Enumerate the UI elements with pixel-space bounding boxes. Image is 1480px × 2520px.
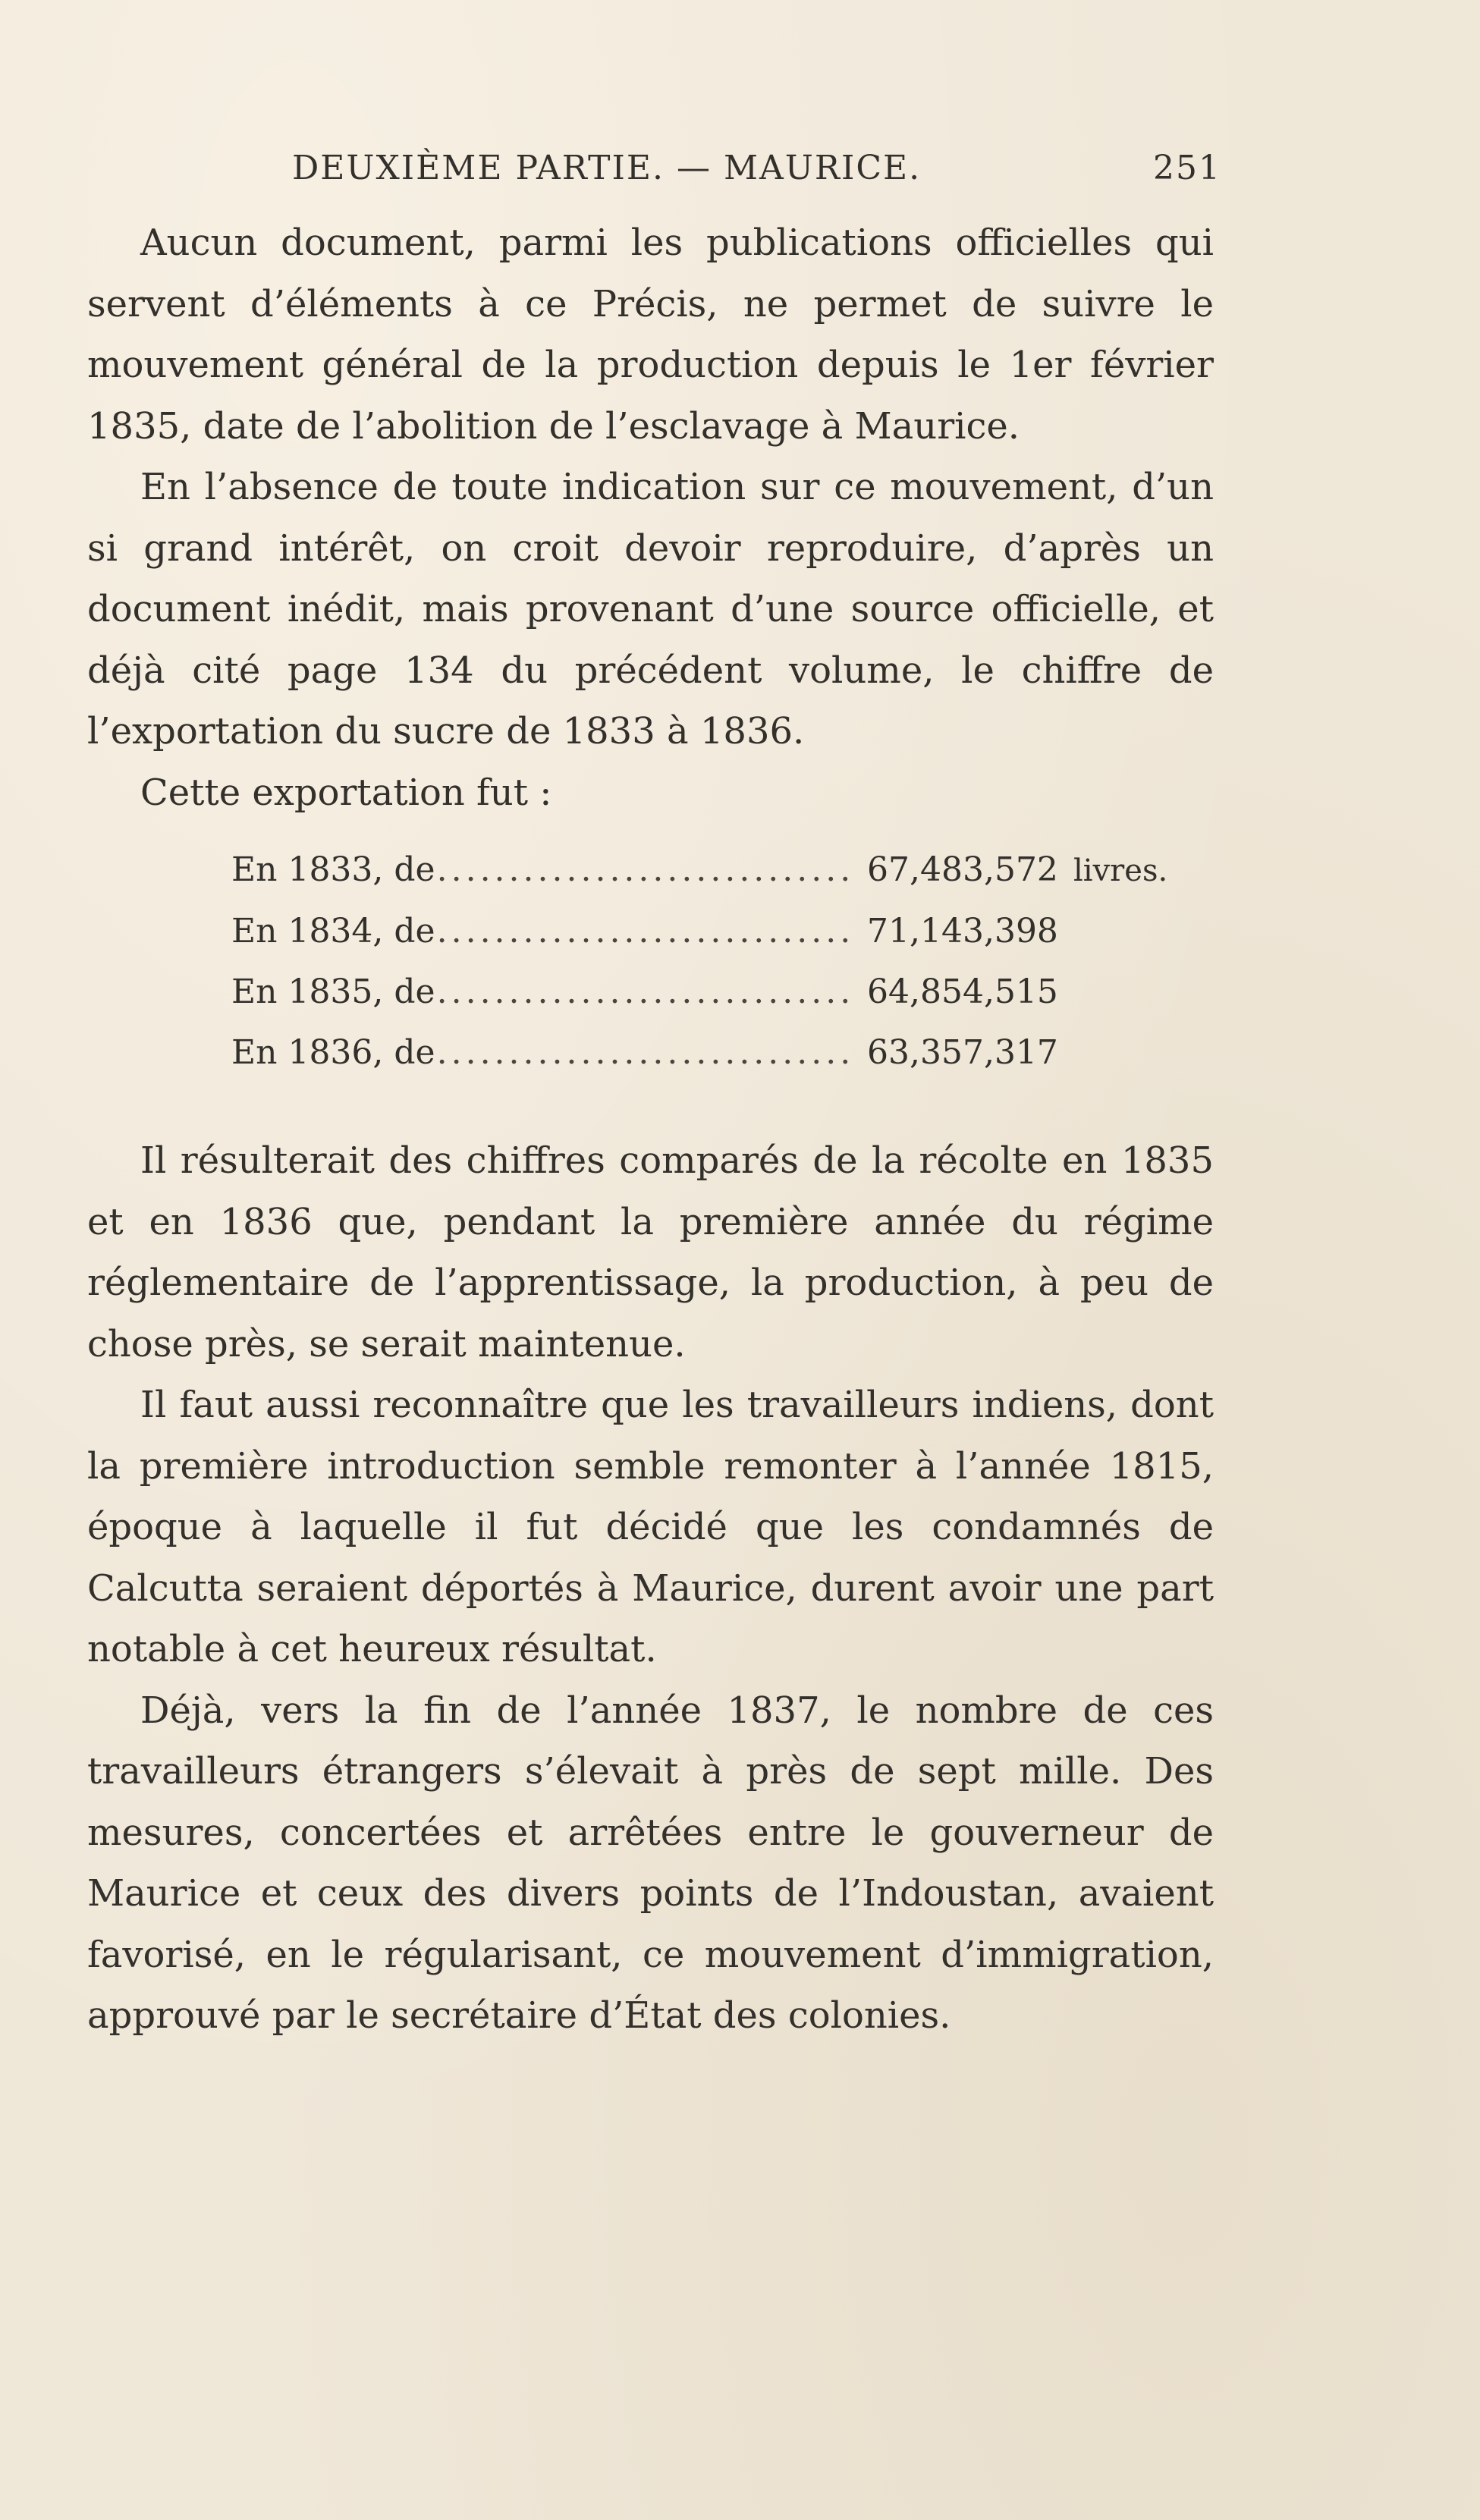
export-year: En 1834, de [231, 912, 435, 950]
export-row [231, 962, 1187, 1023]
export-value: 64,854,515 [867, 972, 1058, 1011]
export-year: En 1833, de [231, 850, 435, 889]
paragraph: Cette exportation fut : [140, 771, 552, 814]
paragraph: Il résulterait des chiffres comparés de la récolte en 1835 et en 1836 que, pendant la première année du régime réglementaire de l’apprentissage, la production, à peu de chose près, se serait maintenue. [87, 1139, 1214, 1365]
spacer [87, 1083, 1214, 1130]
page-header [292, 149, 1221, 202]
export-year: En 1836, de [231, 1033, 435, 1072]
page-number: 251 [1153, 149, 1221, 187]
body-text [87, 212, 1214, 2047]
sugar-export-table [231, 840, 1187, 1083]
dot-leader [437, 1023, 853, 1083]
paragraph: Déjà, vers la fin de l’année 1837, le nombre de ces travailleurs étrangers s’élevait à près de sept mille. Des mesures, concertées et arrêtées entre le gouverneur de Maurice et ceux des divers points de l’Indoustan, avaient favorisé, en le régularisant, ce mouvement d’immigration, approuvé par le secrétaire d’État des colonies. [87, 1689, 1214, 2037]
dot-leader [437, 901, 853, 962]
export-year: En 1835, de [231, 972, 435, 1011]
export-row [231, 901, 1187, 962]
paragraph: Aucun document, parmi les publications officielles qui servent d’éléments à ce Précis, ne permet de suivre le mouvement général de la production depuis le 1er février 1835, date de l’abolition de l’esclavage à Maurice. [87, 222, 1214, 448]
export-row [231, 1023, 1187, 1083]
export-value: 71,143,398 [867, 912, 1058, 950]
running-title: DEUXIÈME PARTIE. — MAURICE. [292, 149, 922, 187]
paragraph: Il faut aussi reconnaître que les travailleurs indiens, dont la première introduction semble remonter à l’année 1815, époque à laquelle il fut décidé que les condamnés de Calcutta seraient déportés à Maurice, durent avoir une part notable à cet heureux résultat. [87, 1384, 1214, 1670]
export-row [231, 840, 1187, 901]
export-value: 67,483,572 [867, 850, 1058, 889]
dot-leader [437, 962, 853, 1023]
paragraph: En l’absence de toute indication sur ce mouvement, d’un si grand intérêt, on croit devoir reproduire, d’après un document inédit, mais provenant d’une source officielle, et déjà cité page 134 du précédent volume, le chiffre de l’exportation du sucre de 1833 à 1836. [87, 466, 1214, 753]
spacer [87, 823, 1214, 840]
dot-leader [437, 840, 853, 900]
export-value: 63,357,317 [867, 1033, 1058, 1072]
export-unit: livres. [1073, 853, 1168, 888]
